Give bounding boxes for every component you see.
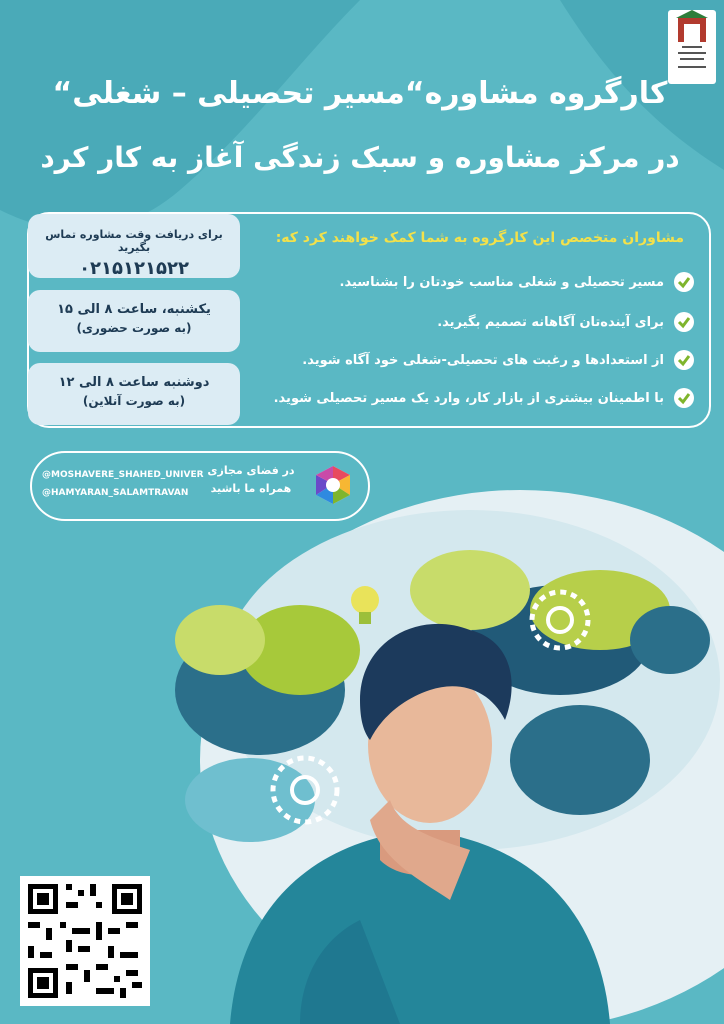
schedule-card-inperson xyxy=(28,290,240,352)
qr-code[interactable] xyxy=(20,876,150,1006)
contact-heading: برای دریافت وقت مشاوره تماس بگیرید xyxy=(45,228,223,254)
benefit-item xyxy=(264,312,694,332)
benefit-text: با اطمینان بیشتری از بازار کار، وارد یک مسیر تحصیلی شوید. xyxy=(273,390,664,406)
check-icon xyxy=(674,350,694,370)
schedule-mode: (به صورت آنلاین) xyxy=(82,394,186,408)
social-line1: در فضای مجازی xyxy=(207,464,295,477)
poster-title-line2: در مرکز مشاوره و سبک زندگی آغاز به کار کرد xyxy=(40,141,680,174)
schedule-day: یکشنبه، ساعت ۸ الی ۱۵ xyxy=(57,302,211,317)
schedule-mode: (به صورت حضوری) xyxy=(76,321,192,335)
check-icon xyxy=(674,312,694,332)
check-icon xyxy=(674,272,694,292)
social-line2: همراه ما باشید xyxy=(210,482,292,495)
check-icon xyxy=(674,388,694,408)
contact-card xyxy=(28,214,240,278)
benefit-item xyxy=(264,350,694,370)
benefit-text: از استعدادها و رغبت های تحصیلی-شغلی خود آگاه شوید. xyxy=(302,352,664,368)
university-logo xyxy=(668,10,716,84)
benefit-text: مسیر تحصیلی و شغلی مناسب خودتان را بشناسید. xyxy=(339,274,664,290)
schedule-card-online xyxy=(28,363,240,425)
benefit-text: برای آینده‌تان آگاهانه تصمیم بگیرید. xyxy=(437,314,664,330)
schedule-day: دوشنبه ساعت ۸ الی ۱۲ xyxy=(58,375,210,390)
poster-title-line1: کارگروه مشاوره“مسیر تحصیلی – شغلی“ xyxy=(52,76,668,111)
benefit-item xyxy=(264,388,694,408)
qr-code-icon xyxy=(20,876,150,1006)
social-handle[interactable]: @HAMYARAN_SALAMTRAVAN xyxy=(42,488,189,498)
university-logo-icon xyxy=(668,10,716,84)
benefits-intro: مشاوران متخصص این کارگروه به شما کمک خواهند کرد که: xyxy=(275,230,684,246)
benefit-item xyxy=(264,272,694,292)
social-handle[interactable]: @MOSHAVERE_SHAHED_UNIVER xyxy=(42,470,204,480)
phone-number[interactable]: ۰۲۱۵۱۲۱۵۲۲ xyxy=(79,258,189,279)
messenger-app-icon[interactable] xyxy=(312,464,354,506)
